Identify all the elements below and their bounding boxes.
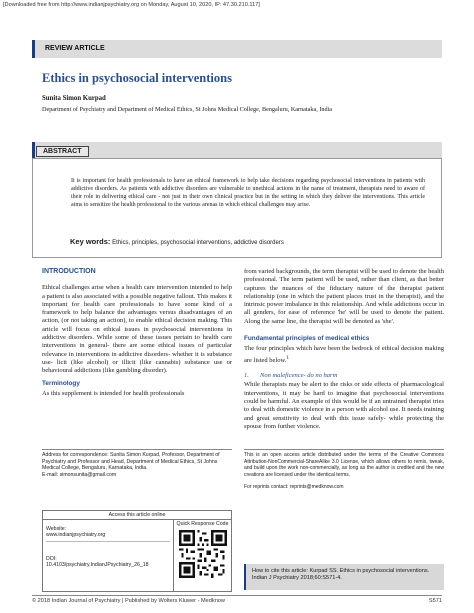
qr-code-label: Quick Response Code <box>176 521 229 527</box>
correspondence-divider <box>42 449 232 450</box>
page-footer <box>32 598 442 604</box>
reprints-contact: For reprints contact: reprints@medknow.com <box>244 484 344 490</box>
access-online-box <box>42 510 232 592</box>
introduction-heading: INTRODUCTION <box>42 268 96 275</box>
website-row <box>46 523 170 542</box>
keywords-line <box>70 237 284 246</box>
correspondence-address: Address for correspondence: Sunita Simon Kurpad, Professor, Department of Psychiatry and Professor and Head, Department of Medical Ethics, St Johns Medical College, Bengaluru, Karnataka, India. <box>42 452 220 471</box>
abstract-text: It is important for health professionals to have an ethical framework to help take decisions regarding psychosocial interventions in patients with addictive disorders. As patients with addictive disorders are vulnerable to unethical actions in the name of treatment, therapists need to aware of their role in delivering ethical care - not just in their own clinical practice but in the setting in which they deliver the interventions. This article aims to sensitize the health professional to the various arenas in which ethical challenges may arise. <box>71 178 425 209</box>
website-label: Website: <box>46 526 67 532</box>
keywords-text: Ethics, principles, psychosocial interventions, addictive disorders <box>112 240 284 246</box>
author-name: Sunita Simon Kurpad <box>42 95 106 102</box>
abstract-header-bar <box>32 142 442 158</box>
license-text: This is an open access article distributed under the terms of the Creative Commons Attribution-NonCommercial-ShareAlike 3.0 License, which allows others to remix, tweak, and build upon the work non-commercially, as long as the author is credited and the new creations are licensed under the identical terms. <box>244 452 444 478</box>
license-block <box>244 452 444 491</box>
footer-publisher: © 2018 Indian Journal of Psychiatry | Published by Wolters Kluwer - Medknow <box>32 598 225 604</box>
right-column <box>244 268 444 431</box>
fundamental-principles-heading: Fundamental principles of medical ethics <box>244 335 370 343</box>
abstract-label: ABSTRACT <box>36 146 89 157</box>
doi-row <box>46 542 170 571</box>
qr-code-icon <box>179 530 227 578</box>
fundamental-principles-text <box>244 345 444 365</box>
footer-divider <box>32 595 442 596</box>
citation-text: How to cite this article: Kurpad SS. Ethics in psychosocial interventions. Indian J Psychiatry 2018;60:S571-4. <box>252 568 430 581</box>
non-maleficence-heading <box>244 372 444 380</box>
correspondence-block <box>42 452 232 478</box>
left-column <box>42 268 232 398</box>
article-type-label: REVIEW ARTICLE <box>32 40 442 58</box>
non-maleficence-title: Non maleficence- do no harm <box>260 372 338 380</box>
fundamental-principles-sentence: The four principles which have been the bedrock of ethical decision making are listed below. <box>244 345 444 364</box>
website-link[interactable]: www.indianjpsychiatry.org <box>46 532 106 538</box>
terminology-paragraph: As this supplement is intended for health professionals <box>42 389 185 397</box>
citation-box <box>244 564 444 590</box>
doi-label: DOI: <box>46 556 57 562</box>
terminology-continued: from varied backgrounds, the term therapist will be used to denote the health professional. The term patient will be used, rather than client, as that better captures the nuances of the fiduciary nature of the therapist patient relationship (one in which the patient places trust in the therapist), and the intrinsic power imbalance in this relationship. And while addictions occur in all genders, for ease of reference 'he' will be used to denote the patient. Along the same line, the therapist will be denoted as 'she'. <box>244 268 444 325</box>
reference-marker: 1 <box>286 354 290 361</box>
access-online-heading: Access this article online <box>43 511 231 520</box>
download-banner: [Downloaded free from http://www.indianjpsychiatry.org on Monday, August 10, 2020, IP: 47.30.210.117] <box>3 2 260 8</box>
article-title: Ethics in psychosocial interventions <box>42 71 232 85</box>
doi-link[interactable]: 10.4103/psychiatry.IndianJPsychiatry_26_18 <box>46 562 149 568</box>
list-number: 1. <box>244 372 249 380</box>
correspondence-email: E-mail: simonsunita@gmail.com <box>42 471 117 478</box>
terminology-heading: Terminology <box>42 379 80 387</box>
non-maleficence-paragraph: While therapists may be alert to the risks or side effects of pharmacological interventions, it may be hard to imagine that psychosocial interventions could be harmful. An example of this would be if an untrained therapist tries to deal with domestic violence in a person with alcohol use. It needs training and great sensitivity to deal with this issue safely- while protecting the spouse from further violence. <box>244 381 444 430</box>
keywords-label: Key words: <box>70 237 111 246</box>
introduction-paragraph: Ethical challenges arise when a health care intervention intended to help a patient is also associated with a possible negative fallout. This makes it important for health care professionals to have some kind of a framework to help balance the advantages versus disadvantages of an action, (or not taking an action), to enable ethical decision making. This article will focus on ethical issues in psychosocial interventions in addictive disorders. While some of these issues pertain to health care interventions in general- there are some ethical issues of particular relevance in interventions in addictive disorders- whether it is substance use- licit (like alcohol) or illicit (like cannabis) substance use or behavioural addictions (like gambling disorder). <box>42 284 232 375</box>
page-number: S571 <box>428 598 442 604</box>
license-divider <box>244 449 444 450</box>
author-affiliation: Department of Psychiatry and Department of Medical Ethics, St Johns Medical College, Bengaluru, Karnataka, India <box>42 106 333 113</box>
